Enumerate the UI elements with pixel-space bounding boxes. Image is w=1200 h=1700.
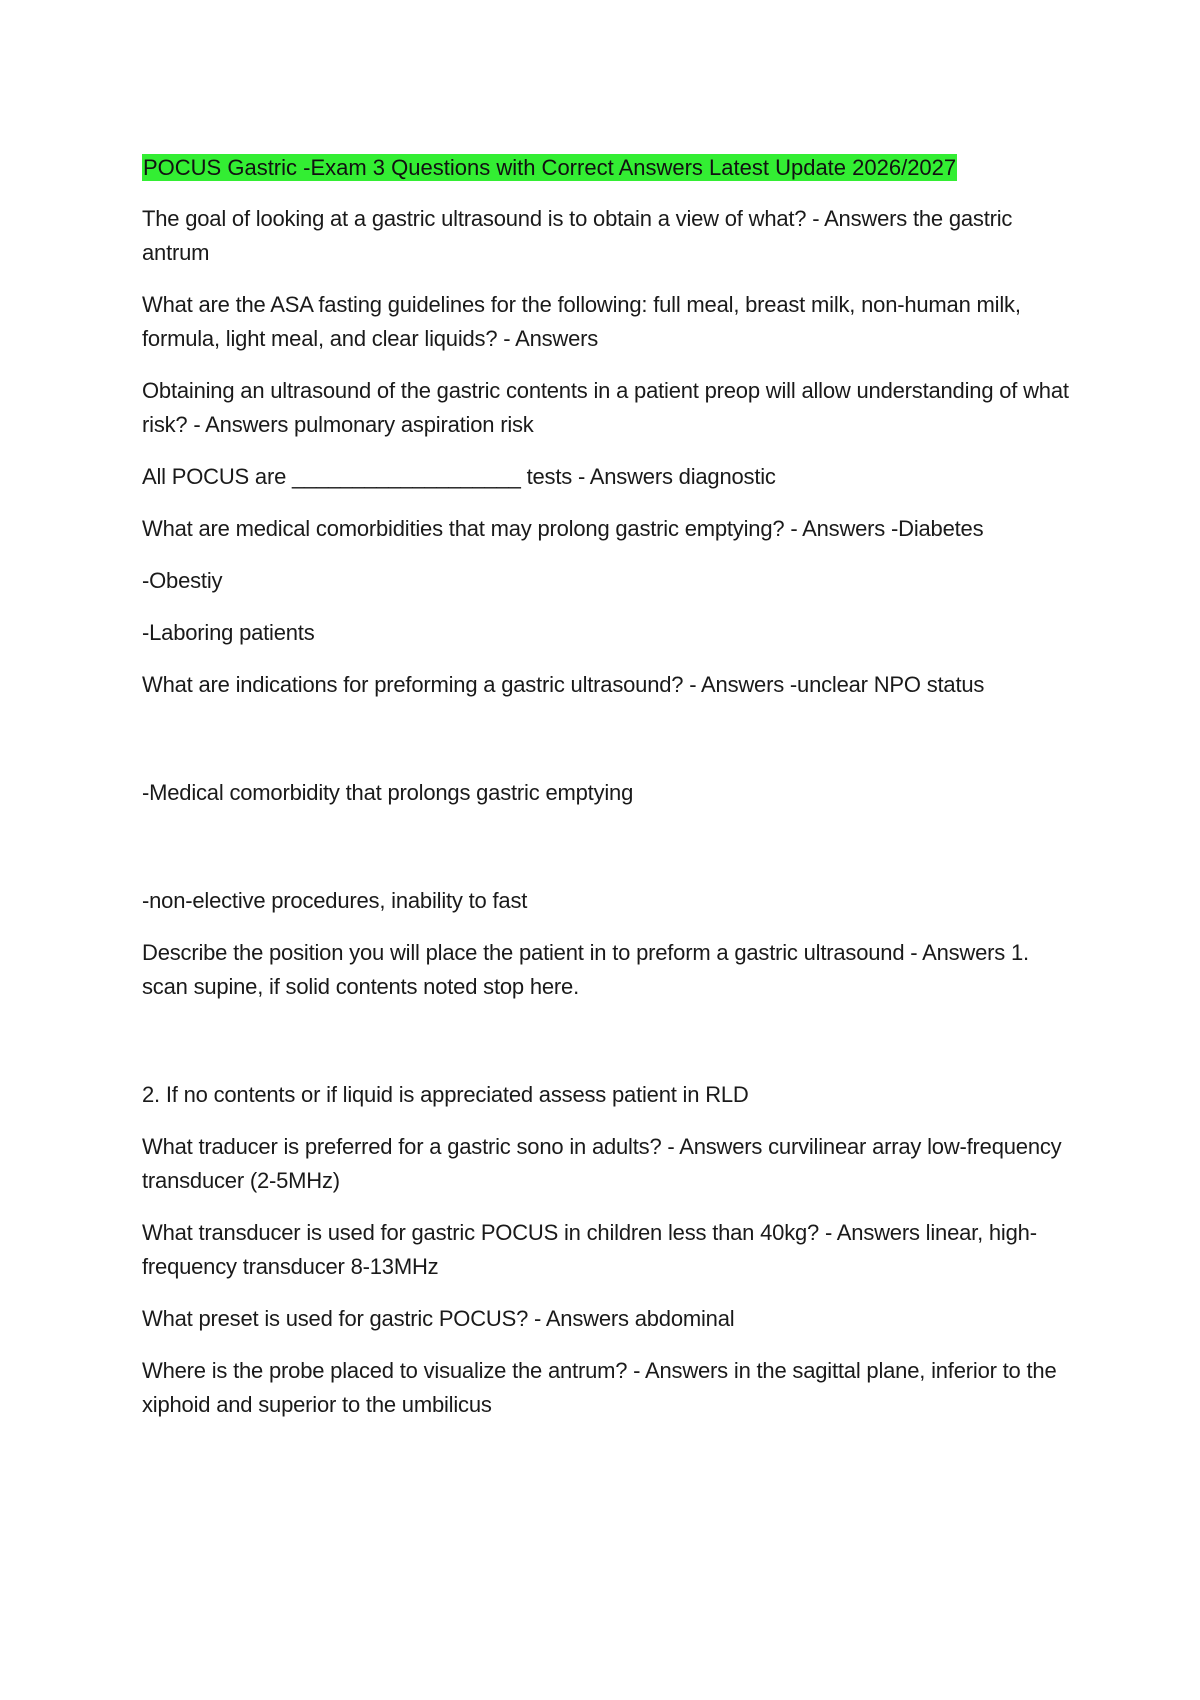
blank-space [142, 1022, 1072, 1078]
paragraph: -Obestiy [142, 568, 223, 593]
blank-space [142, 720, 1072, 776]
highlighted-title-text: POCUS Gastric -Exam 3 Questions with Correct Answers Latest Update 2026/2027 [143, 155, 957, 180]
paragraph: What are medical comorbidities that may prolong gastric emptying? - Answers -Diabetes [142, 516, 984, 541]
paragraph: The goal of looking at a gastric ultrasound is to obtain a view of what? - Answers the gastric antrum [142, 206, 1013, 265]
document-title [142, 152, 1072, 184]
blank-space [142, 828, 1072, 884]
paragraph: What preset is used for gastric POCUS? - Answers abdominal [142, 1306, 735, 1331]
paragraph: What traducer is preferred for a gastric sono in adults? - Answers curvilinear array low-frequency transducer (2-5MHz) [142, 1134, 1062, 1193]
paragraph: 2. If no contents or if liquid is appreciated assess patient in RLD [142, 1082, 749, 1107]
paragraph: Obtaining an ultrasound of the gastric contents in a patient preop will allow understanding of what risk? - Answers pulmonary aspiration risk [142, 378, 1069, 437]
paragraph: What are the ASA fasting guidelines for the following: full meal, breast milk, non-human milk, formula, light meal, and clear liquids? - Answers [142, 292, 1021, 351]
document-body [142, 152, 1072, 1440]
paragraph: -non-elective procedures, inability to fast [142, 888, 528, 913]
paragraph: -Medical comorbidity that prolongs gastric emptying [142, 780, 634, 805]
paragraph: All POCUS are ___________________ tests - Answers diagnostic [142, 464, 776, 489]
paragraph: What are indications for preforming a gastric ultrasound? - Answers -unclear NPO status [142, 672, 985, 697]
paragraph: Describe the position you will place the patient in to preform a gastric ultrasound - Answers 1. scan supine, if solid contents noted stop here. [142, 940, 1029, 999]
paragraph: -Laboring patients [142, 620, 315, 645]
paragraph: Where is the probe placed to visualize the antrum? - Answers in the sagittal plane, inferior to the xiphoid and superior to the umbilicus [142, 1358, 1057, 1417]
paragraph: What transducer is used for gastric POCUS in children less than 40kg? - Answers linear, high-frequency transducer 8-13MHz [142, 1220, 1037, 1279]
